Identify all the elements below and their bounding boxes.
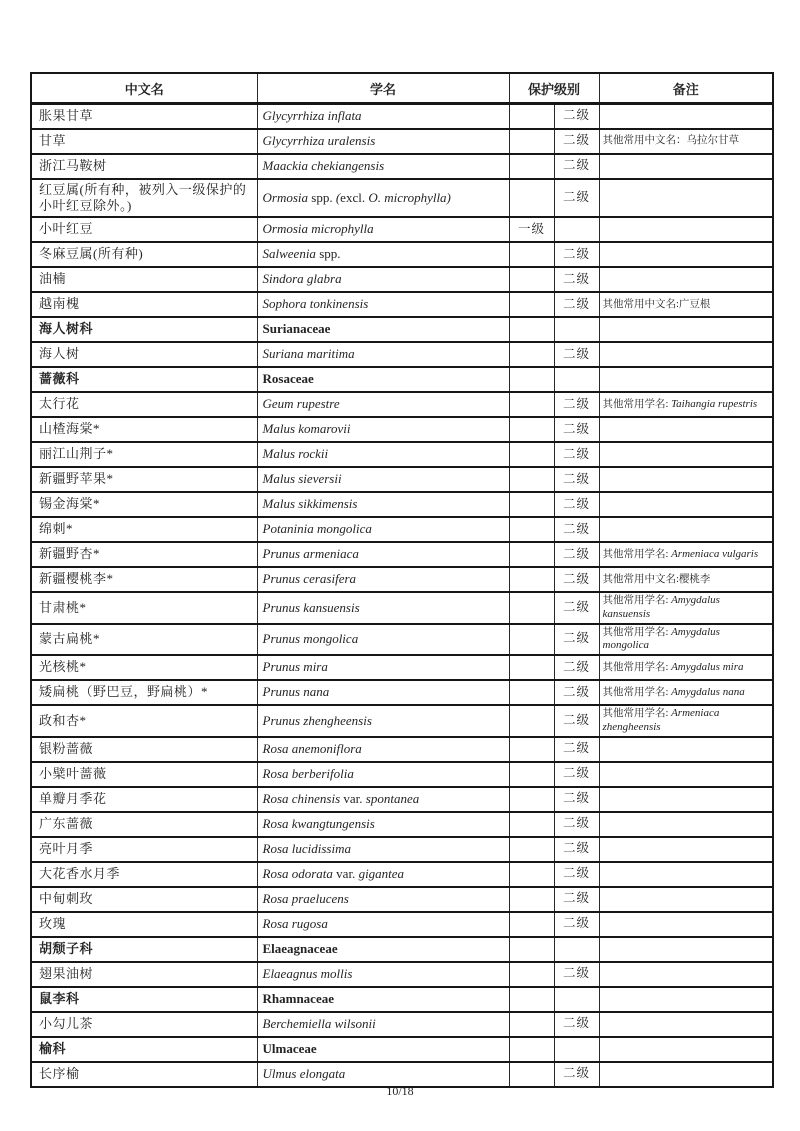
chinese-name-cell: 海人树 bbox=[31, 342, 257, 367]
level-class1-cell bbox=[509, 154, 554, 179]
species-row bbox=[31, 1062, 773, 1087]
remarks-cell bbox=[599, 342, 773, 367]
level-class1-cell bbox=[509, 705, 554, 737]
protected-plants-table bbox=[30, 72, 774, 1088]
chinese-name-cell: 浙江马鞍树 bbox=[31, 154, 257, 179]
level-class1-cell bbox=[509, 1062, 554, 1087]
remarks-cell bbox=[599, 367, 773, 392]
remarks-cell bbox=[599, 812, 773, 837]
species-row bbox=[31, 292, 773, 317]
family-row bbox=[31, 937, 773, 962]
level-class1-cell bbox=[509, 417, 554, 442]
level-class2-cell bbox=[554, 1037, 599, 1062]
chinese-name-cell: 油楠 bbox=[31, 267, 257, 292]
family-row bbox=[31, 987, 773, 1012]
remarks-cell bbox=[599, 912, 773, 937]
scientific-name-cell: Prunus nana bbox=[257, 680, 509, 705]
scientific-name-cell: Malus sieversii bbox=[257, 467, 509, 492]
remarks-cell bbox=[599, 242, 773, 267]
remarks-cell bbox=[599, 492, 773, 517]
level-class2-cell: 二级 bbox=[554, 392, 599, 417]
level-class2-cell bbox=[554, 217, 599, 242]
level-class2-cell: 二级 bbox=[554, 837, 599, 862]
level-class1-cell bbox=[509, 492, 554, 517]
chinese-name-cell: 蒙古扁桃* bbox=[31, 624, 257, 656]
remarks-cell: 其他常用学名: Armeniaca vulgaris bbox=[599, 542, 773, 567]
table-header bbox=[31, 73, 773, 104]
species-row bbox=[31, 542, 773, 567]
scientific-name-cell: Prunus cerasifera bbox=[257, 567, 509, 592]
level-class1-cell bbox=[509, 342, 554, 367]
species-row bbox=[31, 837, 773, 862]
level-class2-cell: 二级 bbox=[554, 567, 599, 592]
level-class1-cell bbox=[509, 812, 554, 837]
level-class2-cell: 二级 bbox=[554, 1012, 599, 1037]
level-class1-cell: 一级 bbox=[509, 217, 554, 242]
level-class2-cell bbox=[554, 367, 599, 392]
level-class1-cell bbox=[509, 367, 554, 392]
scientific-name-cell: Prunus armeniaca bbox=[257, 542, 509, 567]
level-class2-cell: 二级 bbox=[554, 812, 599, 837]
species-row bbox=[31, 912, 773, 937]
scientific-name-cell: Rosaceae bbox=[257, 367, 509, 392]
level-class1-cell bbox=[509, 1037, 554, 1062]
level-class2-cell: 二级 bbox=[554, 962, 599, 987]
chinese-name-cell: 榆科 bbox=[31, 1037, 257, 1062]
level-class2-cell: 二级 bbox=[554, 862, 599, 887]
level-class2-cell: 二级 bbox=[554, 179, 599, 218]
header-row bbox=[31, 73, 773, 104]
column-header-chinese-name: 中文名 bbox=[31, 73, 257, 104]
chinese-name-cell: 银粉蔷薇 bbox=[31, 737, 257, 762]
level-class2-cell: 二级 bbox=[554, 267, 599, 292]
chinese-name-cell: 小叶红豆 bbox=[31, 217, 257, 242]
chinese-name-cell: 新疆樱桃李* bbox=[31, 567, 257, 592]
level-class1-cell bbox=[509, 787, 554, 812]
level-class2-cell: 二级 bbox=[554, 1062, 599, 1087]
scientific-name-cell: Sophora tonkinensis bbox=[257, 292, 509, 317]
scientific-name-cell: Elaeagnaceae bbox=[257, 937, 509, 962]
species-row bbox=[31, 179, 773, 218]
level-class2-cell: 二级 bbox=[554, 104, 599, 129]
scientific-name-cell: Rosa berberifolia bbox=[257, 762, 509, 787]
level-class1-cell bbox=[509, 542, 554, 567]
remarks-cell bbox=[599, 317, 773, 342]
scientific-name-cell: Rosa odorata var. gigantea bbox=[257, 862, 509, 887]
chinese-name-cell: 鼠李科 bbox=[31, 987, 257, 1012]
remarks-cell bbox=[599, 1037, 773, 1062]
page-number: 10/18 bbox=[386, 1084, 414, 1098]
species-row bbox=[31, 217, 773, 242]
species-row bbox=[31, 129, 773, 154]
chinese-name-cell: 锡金海棠* bbox=[31, 492, 257, 517]
species-row bbox=[31, 592, 773, 624]
remarks-cell: 其他常用中文名:樱桃李 bbox=[599, 567, 773, 592]
scientific-name-cell: Rosa kwangtungensis bbox=[257, 812, 509, 837]
level-class1-cell bbox=[509, 680, 554, 705]
chinese-name-cell: 太行花 bbox=[31, 392, 257, 417]
scientific-name-cell: Ormosia spp. (excl. O. microphylla) bbox=[257, 179, 509, 218]
remarks-cell: 其他常用中文名：乌拉尔甘草 bbox=[599, 129, 773, 154]
level-class1-cell bbox=[509, 592, 554, 624]
species-row bbox=[31, 624, 773, 656]
table-body bbox=[31, 104, 773, 1087]
scientific-name-cell: Rosa chinensis var. spontanea bbox=[257, 787, 509, 812]
scientific-name-cell: Rosa lucidissima bbox=[257, 837, 509, 862]
chinese-name-cell: 广东蔷薇 bbox=[31, 812, 257, 837]
species-row bbox=[31, 962, 773, 987]
scientific-name-cell: Prunus mongolica bbox=[257, 624, 509, 656]
level-class2-cell bbox=[554, 987, 599, 1012]
species-row bbox=[31, 417, 773, 442]
species-row bbox=[31, 392, 773, 417]
level-class1-cell bbox=[509, 624, 554, 656]
level-class1-cell bbox=[509, 655, 554, 680]
remarks-cell bbox=[599, 442, 773, 467]
remarks-cell bbox=[599, 467, 773, 492]
level-class1-cell bbox=[509, 179, 554, 218]
level-class2-cell: 二级 bbox=[554, 492, 599, 517]
chinese-name-cell: 亮叶月季 bbox=[31, 837, 257, 862]
level-class1-cell bbox=[509, 104, 554, 129]
species-row bbox=[31, 812, 773, 837]
chinese-name-cell: 冬麻豆属(所有种) bbox=[31, 242, 257, 267]
remarks-cell: 其他常用中文名:广豆根 bbox=[599, 292, 773, 317]
level-class2-cell: 二级 bbox=[554, 737, 599, 762]
level-class1-cell bbox=[509, 517, 554, 542]
species-row bbox=[31, 567, 773, 592]
remarks-cell bbox=[599, 517, 773, 542]
level-class2-cell: 二级 bbox=[554, 342, 599, 367]
species-row bbox=[31, 517, 773, 542]
remarks-cell bbox=[599, 887, 773, 912]
scientific-name-cell: Rosa rugosa bbox=[257, 912, 509, 937]
chinese-name-cell: 长序榆 bbox=[31, 1062, 257, 1087]
scientific-name-cell: Rhamnaceae bbox=[257, 987, 509, 1012]
remarks-cell bbox=[599, 417, 773, 442]
chinese-name-cell: 绵刺* bbox=[31, 517, 257, 542]
remarks-cell bbox=[599, 987, 773, 1012]
chinese-name-cell: 胀果甘草 bbox=[31, 104, 257, 129]
scientific-name-cell: Elaeagnus mollis bbox=[257, 962, 509, 987]
scientific-name-cell: Prunus kansuensis bbox=[257, 592, 509, 624]
species-row bbox=[31, 737, 773, 762]
level-class1-cell bbox=[509, 962, 554, 987]
chinese-name-cell: 中甸刺玫 bbox=[31, 887, 257, 912]
scientific-name-cell: Suriana maritima bbox=[257, 342, 509, 367]
remarks-cell bbox=[599, 837, 773, 862]
scientific-name-cell: Ulmus elongata bbox=[257, 1062, 509, 1087]
family-row bbox=[31, 367, 773, 392]
remarks-cell bbox=[599, 154, 773, 179]
level-class2-cell: 二级 bbox=[554, 680, 599, 705]
species-row bbox=[31, 242, 773, 267]
level-class2-cell: 二级 bbox=[554, 542, 599, 567]
scientific-name-cell: Surianaceae bbox=[257, 317, 509, 342]
scientific-name-cell: Geum rupestre bbox=[257, 392, 509, 417]
species-row bbox=[31, 154, 773, 179]
remarks-cell: 其他常用学名: Amygdalus mira bbox=[599, 655, 773, 680]
level-class1-cell bbox=[509, 737, 554, 762]
scientific-name-cell: Rosa praelucens bbox=[257, 887, 509, 912]
scientific-name-cell: Sindora glabra bbox=[257, 267, 509, 292]
scientific-name-cell: Prunus mira bbox=[257, 655, 509, 680]
scientific-name-cell: Malus sikkimensis bbox=[257, 492, 509, 517]
chinese-name-cell: 甘肃桃* bbox=[31, 592, 257, 624]
remarks-cell: 其他常用学名: Amygdalus nana bbox=[599, 680, 773, 705]
level-class1-cell bbox=[509, 129, 554, 154]
chinese-name-cell: 山楂海棠* bbox=[31, 417, 257, 442]
chinese-name-cell: 小檗叶蔷薇 bbox=[31, 762, 257, 787]
scientific-name-cell: Ormosia microphylla bbox=[257, 217, 509, 242]
remarks-cell bbox=[599, 104, 773, 129]
chinese-name-cell: 新疆野苹果* bbox=[31, 467, 257, 492]
species-row bbox=[31, 342, 773, 367]
species-row bbox=[31, 267, 773, 292]
species-row bbox=[31, 104, 773, 129]
chinese-name-cell: 蔷薇科 bbox=[31, 367, 257, 392]
scientific-name-cell: Potaninia mongolica bbox=[257, 517, 509, 542]
remarks-cell bbox=[599, 962, 773, 987]
level-class2-cell: 二级 bbox=[554, 655, 599, 680]
remarks-cell: 其他常用学名: Amygdalus mongolica bbox=[599, 624, 773, 656]
species-row bbox=[31, 705, 773, 737]
family-row bbox=[31, 317, 773, 342]
remarks-cell bbox=[599, 862, 773, 887]
remarks-cell bbox=[599, 179, 773, 218]
species-row bbox=[31, 887, 773, 912]
level-class1-cell bbox=[509, 937, 554, 962]
level-class1-cell bbox=[509, 292, 554, 317]
chinese-name-cell: 甘草 bbox=[31, 129, 257, 154]
chinese-name-cell: 矮扁桃（野巴豆，野扁桃）* bbox=[31, 680, 257, 705]
level-class1-cell bbox=[509, 317, 554, 342]
remarks-cell bbox=[599, 267, 773, 292]
remarks-cell bbox=[599, 217, 773, 242]
remarks-cell bbox=[599, 1012, 773, 1037]
species-row bbox=[31, 680, 773, 705]
column-header-protection-level: 保护级别 bbox=[509, 73, 599, 104]
chinese-name-cell: 丽江山荆子* bbox=[31, 442, 257, 467]
scientific-name-cell: Malus rockii bbox=[257, 442, 509, 467]
chinese-name-cell: 红豆属(所有种，被列入一级保护的小叶红豆除外。) bbox=[31, 179, 257, 218]
chinese-name-cell: 大花香水月季 bbox=[31, 862, 257, 887]
chinese-name-cell: 胡颓子科 bbox=[31, 937, 257, 962]
species-row bbox=[31, 787, 773, 812]
species-row bbox=[31, 862, 773, 887]
level-class1-cell bbox=[509, 1012, 554, 1037]
level-class2-cell: 二级 bbox=[554, 762, 599, 787]
level-class2-cell: 二级 bbox=[554, 417, 599, 442]
level-class2-cell: 二级 bbox=[554, 242, 599, 267]
chinese-name-cell: 小勾儿茶 bbox=[31, 1012, 257, 1037]
scientific-name-cell: Glycyrrhiza inflata bbox=[257, 104, 509, 129]
level-class2-cell: 二级 bbox=[554, 442, 599, 467]
level-class1-cell bbox=[509, 887, 554, 912]
scientific-name-cell: Glycyrrhiza uralensis bbox=[257, 129, 509, 154]
chinese-name-cell: 政和杏* bbox=[31, 705, 257, 737]
remarks-cell: 其他常用学名: Amygdalus kansuensis bbox=[599, 592, 773, 624]
level-class2-cell: 二级 bbox=[554, 517, 599, 542]
level-class2-cell: 二级 bbox=[554, 154, 599, 179]
column-header-remarks: 备注 bbox=[599, 73, 773, 104]
scientific-name-cell: Ulmaceae bbox=[257, 1037, 509, 1062]
species-row bbox=[31, 467, 773, 492]
level-class2-cell bbox=[554, 937, 599, 962]
level-class2-cell: 二级 bbox=[554, 624, 599, 656]
remarks-cell: 其他常用学名: Taihangia rupestris bbox=[599, 392, 773, 417]
scientific-name-cell: Malus komarovii bbox=[257, 417, 509, 442]
scientific-name-cell: Berchemiella wilsonii bbox=[257, 1012, 509, 1037]
chinese-name-cell: 玫瑰 bbox=[31, 912, 257, 937]
level-class1-cell bbox=[509, 762, 554, 787]
level-class1-cell bbox=[509, 567, 554, 592]
level-class1-cell bbox=[509, 912, 554, 937]
level-class1-cell bbox=[509, 442, 554, 467]
level-class1-cell bbox=[509, 862, 554, 887]
chinese-name-cell: 翅果油树 bbox=[31, 962, 257, 987]
remarks-cell bbox=[599, 737, 773, 762]
remarks-cell bbox=[599, 762, 773, 787]
scientific-name-cell: Rosa anemoniflora bbox=[257, 737, 509, 762]
species-row bbox=[31, 1012, 773, 1037]
level-class2-cell: 二级 bbox=[554, 912, 599, 937]
level-class2-cell: 二级 bbox=[554, 887, 599, 912]
level-class1-cell bbox=[509, 242, 554, 267]
level-class2-cell: 二级 bbox=[554, 705, 599, 737]
chinese-name-cell: 越南槐 bbox=[31, 292, 257, 317]
species-row bbox=[31, 492, 773, 517]
remarks-cell: 其他常用学名: Armeniaca zhengheensis bbox=[599, 705, 773, 737]
level-class1-cell bbox=[509, 267, 554, 292]
level-class2-cell: 二级 bbox=[554, 787, 599, 812]
level-class1-cell bbox=[509, 392, 554, 417]
chinese-name-cell: 新疆野杏* bbox=[31, 542, 257, 567]
family-row bbox=[31, 1037, 773, 1062]
chinese-name-cell: 光核桃* bbox=[31, 655, 257, 680]
level-class2-cell: 二级 bbox=[554, 292, 599, 317]
species-row bbox=[31, 762, 773, 787]
level-class2-cell: 二级 bbox=[554, 467, 599, 492]
scientific-name-cell: Salweenia spp. bbox=[257, 242, 509, 267]
level-class1-cell bbox=[509, 837, 554, 862]
column-header-scientific-name: 学名 bbox=[257, 73, 509, 104]
level-class2-cell bbox=[554, 317, 599, 342]
chinese-name-cell: 海人树科 bbox=[31, 317, 257, 342]
remarks-cell bbox=[599, 787, 773, 812]
remarks-cell bbox=[599, 937, 773, 962]
level-class1-cell bbox=[509, 467, 554, 492]
species-row bbox=[31, 655, 773, 680]
level-class2-cell: 二级 bbox=[554, 129, 599, 154]
remarks-cell bbox=[599, 1062, 773, 1087]
chinese-name-cell: 单瓣月季花 bbox=[31, 787, 257, 812]
species-row bbox=[31, 442, 773, 467]
scientific-name-cell: Prunus zhengheensis bbox=[257, 705, 509, 737]
level-class1-cell bbox=[509, 987, 554, 1012]
scientific-name-cell: Maackia chekiangensis bbox=[257, 154, 509, 179]
level-class2-cell: 二级 bbox=[554, 592, 599, 624]
